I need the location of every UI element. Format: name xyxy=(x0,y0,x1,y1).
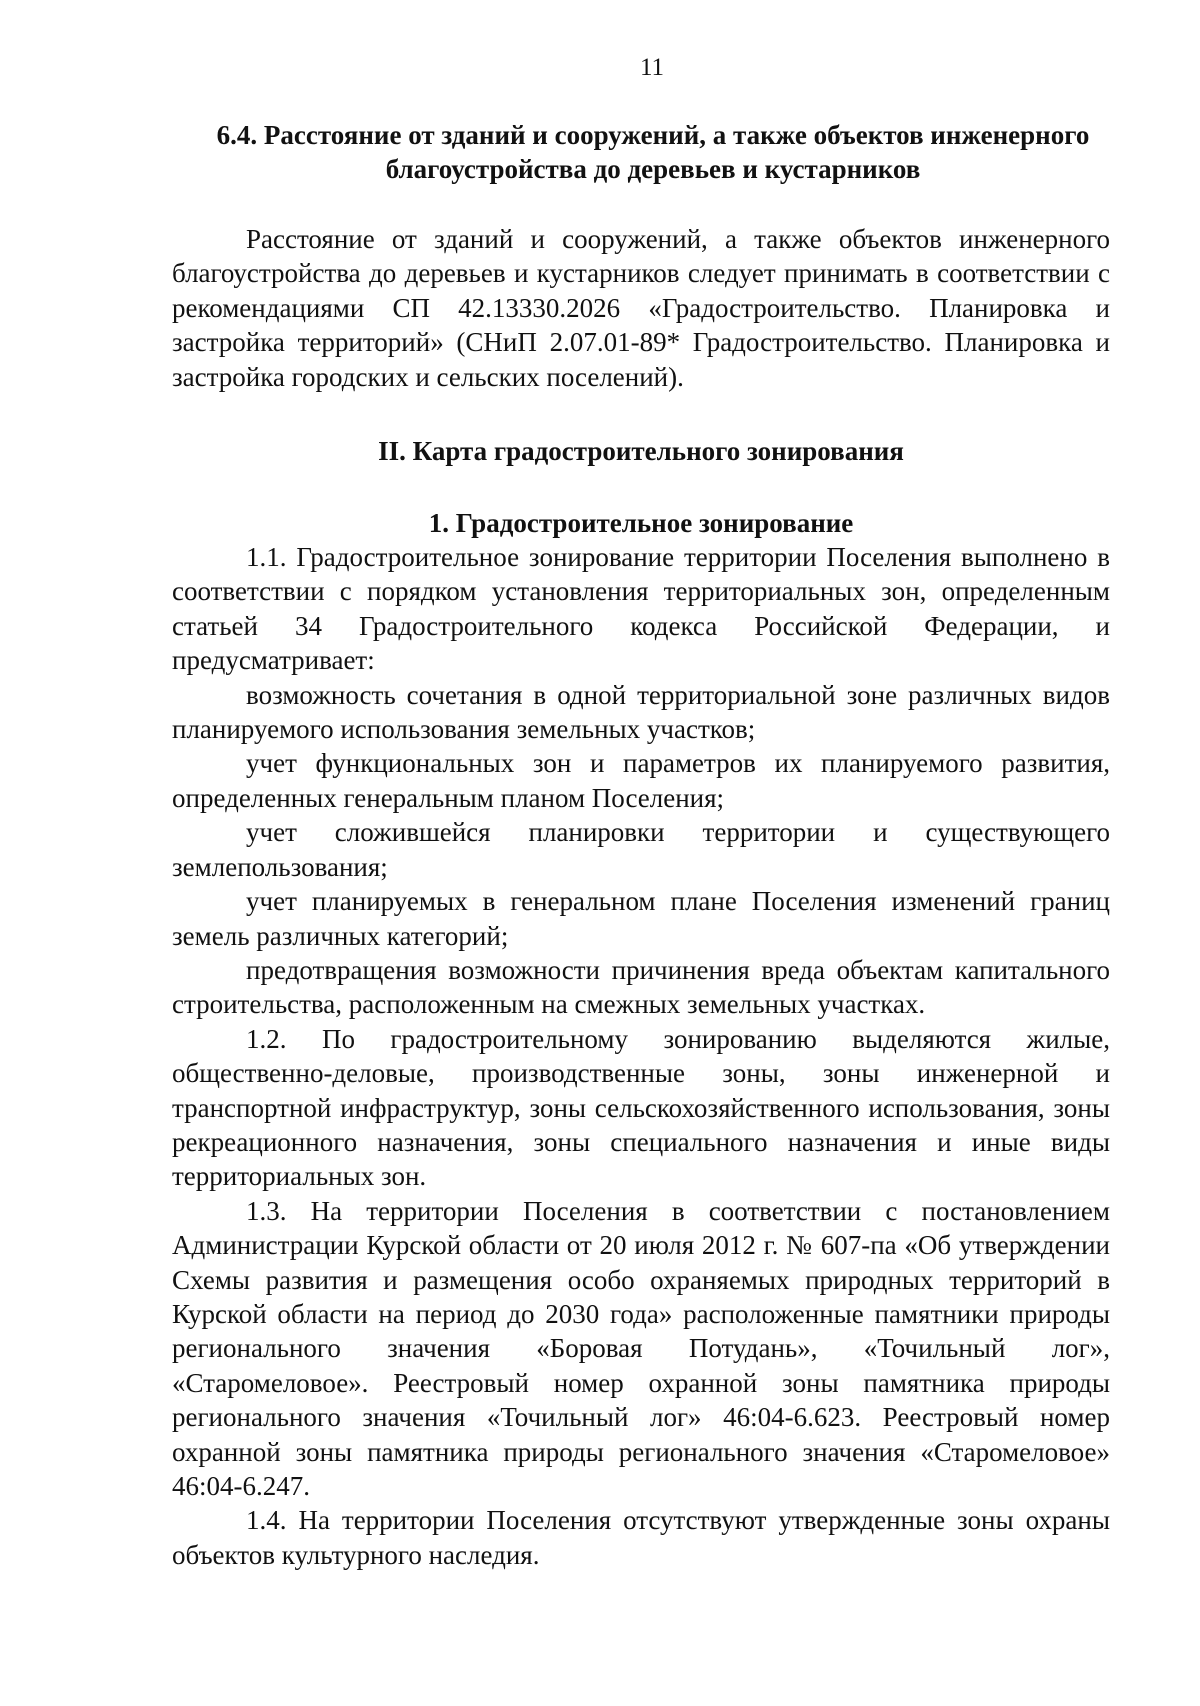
list-item: предотвращения возможности причинения вреда объектам капитального строительства, расположенным на смежных земельных участках. xyxy=(172,954,1110,1020)
paragraph-1-4: 1.4. На территории Поселения отсутствуют утвержденные зоны охраны объектов культурного наследия. xyxy=(172,1505,1110,1570)
list-item: учет сложившейся планировки территории и существующего землепользования; xyxy=(172,817,1110,882)
list-item: возможность сочетания в одной территориальной зоне различных видов планируемого использования земельных участков; xyxy=(172,679,1110,745)
section-6-4-paragraph: Расстояние от зданий и сооружений, а также объектов инженерного благоустройства до деревьев и кустарников следует принимать в соответствии с рекомендациями СП 42.13330.2026 «Градостроительство. Планировка и застройка территорий» (СНиП 2.07.01-89* Градостроительство. Планировка и застройка городских и сельских поселений). xyxy=(172,224,1110,392)
paragraph-1-3: 1.3. На территории Поселения в соответствии с постановлением Администрации Курской области от 20 июля 2012 г. № 607-па «Об утверждении Схемы развития и размещения особо охраняемых природных территорий в Курской области на период до 2030 года» расположенные памятники природы регионального значения «Боровая Потудань», «Точильный лог», «Старомеловое». Реестровый номер охранной зоны памятника природы регионального значения «Точильный лог» 46:04-6.623. Реестровый номер охранной зоны памятника природы регионального значения «Старомеловое» 46:04-6.247. xyxy=(172,1195,1110,1501)
section-ii-heading: II. Карта градостроительного зонирования xyxy=(378,436,904,467)
list-item: учет планируемых в генеральном плане Поселения изменений границ земель различных категорий; xyxy=(172,886,1110,951)
section-6-4-heading: 6.4. Расстояние от зданий и сооружений, а также объектов инженерного благоустройства до деревьев и кустарников xyxy=(216,120,1090,184)
paragraph-1-1: 1.1. Градостроительное зонирование территории Поселения выполнено в соответствии с порядком установления территориальных зон, определенным статьей 34 Градостроительного кодекса Российской Федерации, и предусматривает: xyxy=(172,542,1110,676)
document-page xyxy=(172,52,1110,1572)
page-number: 11 xyxy=(639,54,665,81)
section-1-heading: 1. Градостроительное зонирование xyxy=(428,508,854,539)
list-item: учет функциональных зон и параметров их планируемого развития, определенных генеральным планом Поселения; xyxy=(172,748,1110,813)
paragraph-1-2: 1.2. По градостроительному зонированию выделяются жилые, общественно-деловые, производственные зоны, зоны инженерной и транспортной инфраструктур, зоны сельскохозяйственного использования, зоны рекреационного назначения, зоны специального назначения и иные виды территориальных зон. xyxy=(172,1023,1110,1192)
